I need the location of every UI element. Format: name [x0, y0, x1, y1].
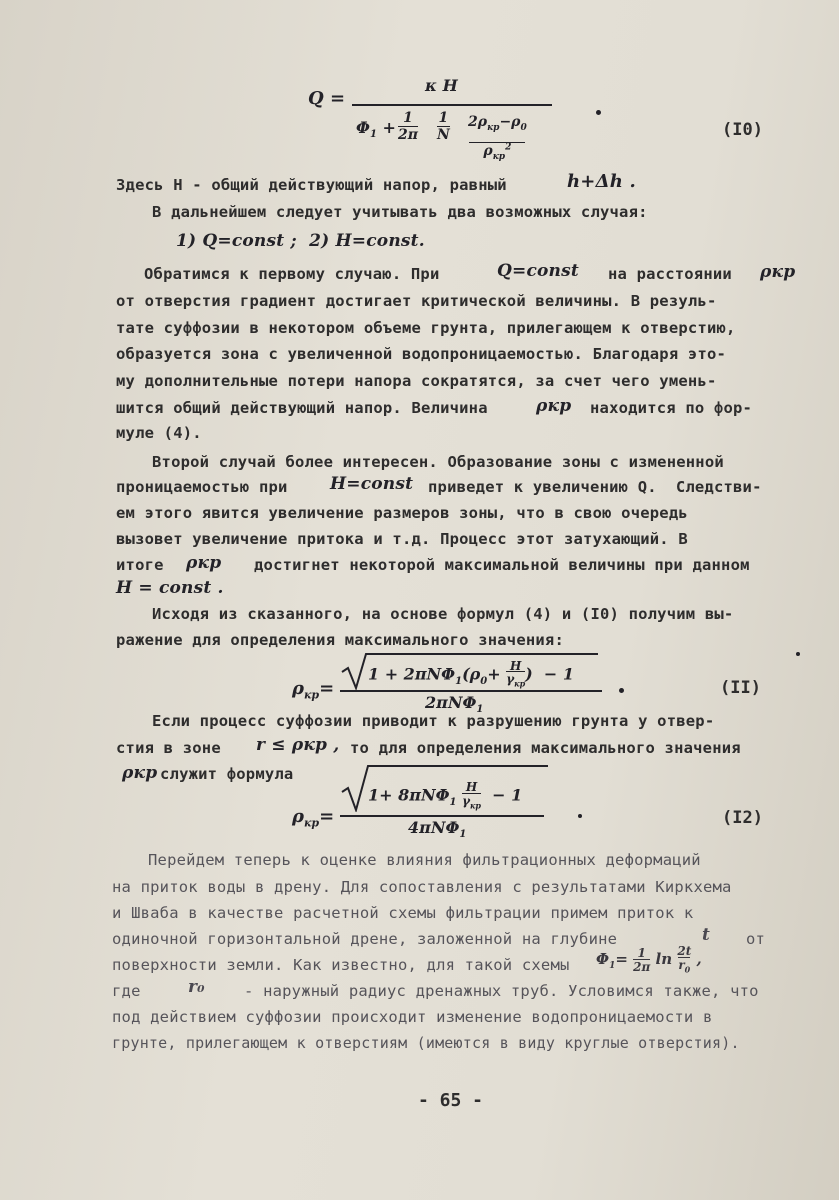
text-line: муле (4).	[116, 424, 202, 442]
text-line: Второй случай более интересен. Образование зоны с измененной	[152, 453, 724, 471]
formula-10-denominator: $\Phi_1$ +	[356, 118, 396, 141]
text-line: Перейдем теперь к оценке влияния фильтрационных деформаций	[148, 851, 701, 869]
text-line: тате суффозии в некотором объеме грунта, прилегающем к отверстию,	[116, 319, 736, 337]
text-line: достигнет некоторой максимальной величины при данном	[254, 556, 750, 574]
text-line: на приток воды в дрену. Для сопоставления с результатами Киркхема	[112, 878, 732, 896]
text-line: находится по фор-	[590, 399, 753, 417]
formula-10-number: (I0)	[722, 120, 763, 140]
math-inline: ρкр	[122, 763, 158, 783]
math-inline: h+Δh .	[567, 171, 636, 192]
text-line: Здесь Н - общий действующий напор, равный	[116, 176, 507, 194]
formula-12-numerator: 1+ 8πNΦ$_1$ H $\gamma_{кр} - 1$	[368, 780, 523, 811]
text-line: то для определения максимального значения	[350, 739, 741, 757]
math-inline: H=const	[330, 474, 414, 494]
text-line: Исходя из сказанного, на основе формул (4) и (I0) получим вы-	[152, 605, 734, 623]
text-line: Обратимся к первому случаю. При	[144, 265, 440, 283]
text-line: шится общий действующий напор. Величина	[116, 399, 488, 417]
text-line: от отверстия градиент достигает критической величины. В резуль-	[116, 292, 717, 310]
text-line: одиночной горизонтальной дрене, заложенной на глубине	[112, 930, 618, 948]
math-inline: ρкр	[760, 262, 796, 282]
math-inline: ρкр	[536, 396, 572, 416]
text-line: поверхности земли. Как известно, для такой схемы	[112, 956, 570, 974]
text-line: служит формула	[160, 765, 294, 783]
math-cases: 1) Q=const ; 2) H=const.	[176, 231, 425, 251]
text-line: от	[746, 930, 766, 948]
math-inline: r₀	[188, 977, 205, 997]
text-line: ем этого явится увеличение размеров зоны, что в свою очередь	[116, 504, 688, 522]
formula-12-denominator: 4πNΦ$_1$	[408, 818, 467, 841]
text-line: ражение для определения максимального значения:	[116, 631, 564, 649]
page-number: - 65 -	[418, 1090, 484, 1111]
math-inline: r ≤ ρкр ,	[256, 735, 340, 755]
text-line: под действием суффозии происходит изменение водопроницаемости в	[112, 1008, 713, 1026]
text-line: стия в зоне	[116, 739, 221, 757]
formula-12-number: (I2)	[722, 808, 763, 828]
text-line: итоге	[116, 556, 164, 574]
math-inline: H = const .	[116, 578, 224, 598]
math-inline: t	[702, 925, 711, 945]
formula-10-fraction-bar	[352, 104, 552, 106]
text-line: и Шваба в качестве расчетной схемы фильтрации примем приток к	[112, 904, 694, 922]
text-line: му дополнительные потери напора сократятся, за счет чего умень-	[116, 372, 717, 390]
document-page: Q = κ H $\Phi_1$ + 1 2π 1 N $2\rho_{кр}-\rho_0$ $\rho_{кр}^2$ (I0) Здесь Н - общий действующий напор, равный h+Δh . В дальнейшем следует учитывать два возможных случая: 1) Q=const ; 2) H=const. Обратимся к первому случаю. При Q=const на расстоянии ρкр от отверстия градиент достигает критической величины. В резуль- тате суффозии в некотором объеме грунта, прилегающем к отверстию, образуется зона с увеличенной водопроницаемостью. Благодаря это- му дополнительные потери напора сократятся, за счет чего умень- шится общий действующий напор. Величина ρкр находится по фор- муле (4). Второй случай более интересен. Образование зоны с измененной проницаемостью при H=const приведет к увеличению Q. Следстви- ем этого явится увеличение размеров зоны, что в свою очередь вызовет увеличение притока и т.д. Процесс этот затухающий. В итоге ρкр достигнет некоторой максимальной величины при данном H = const . Исходя из сказанного, на основе формул (4) и (I0) получим вы- ражение для определения максимального значения: $\rho_{кр}=$ $1 + 2\pi N\Phi_1(\rho_0+ H$ $\gamma_{кр}) - 1$ 2πNΦ$_1$ (II) Если процесс суффозии приводит к разрушению грунта у отвер- стия в зоне r ≤ ρкр , то для определения максимального значения ρкр служит формула $\rho_{кр}=$ 1+ 8πNΦ$_1$ H $\gamma_{кр} - 1$ 4πNΦ$_1$ (I2) Перейдем теперь к оценке влияния фильтрационных деформаций на приток воды в дрену. Для сопоставления с результатами Киркхема и Шваба в качестве расчетной схемы фильтрации примем приток к одиночной горизонтальной дрене, заложенной на глубине t от поверхности земли. Как известно, для такой схемы $\Phi_1= 1$ 2π ln 2t $r_0$ , где r₀ - наружный радиус дренажных труб. Условимся также, что под действием суффозии происходит изменение водопроницаемости в грунте, прилегающем к отверстиям (имеются в виду круглые отверстия). - 65 -	[0, 0, 839, 1200]
formula-11-lhs: $\rho_{кр}=$	[292, 678, 335, 702]
text-line: - наружный радиус дренажных труб. Условимся также, что	[244, 982, 759, 1000]
text-line: образуется зона с увеличенной водопроницаемостью. Благодаря это-	[116, 345, 727, 363]
formula-11-numerator: $1 + 2\pi N\Phi_1(\rho_0+ H$ $\gamma_{кр}) - 1$	[368, 659, 574, 689]
text-line: на расстоянии	[608, 265, 732, 283]
text-line: грунте, прилегающем к отверстиям (имеются в виду круглые отверстия).	[112, 1034, 740, 1052]
formula-12-lhs: $\rho_{кр}=$	[292, 806, 335, 830]
formula-10-numerator: κ H	[425, 76, 458, 95]
text-line: проницаемостью при	[116, 478, 288, 496]
text-line: Если процесс суффозии приводит к разрушению грунта у отвер-	[152, 712, 715, 730]
math-inline: $\Phi_1= 1$ 2π ln 2t $r_0$ ,	[596, 944, 702, 975]
text-line: В дальнейшем следует учитывать два возможных случая:	[152, 203, 648, 221]
text-line: приведет к увеличению Q. Следстви-	[428, 478, 762, 496]
formula-10-lhs: Q =	[308, 88, 346, 109]
text-line: где	[112, 982, 141, 1000]
formula-11-number: (II)	[720, 678, 761, 698]
math-inline: Q=const	[497, 261, 579, 281]
formula-11-denominator: 2πNΦ$_1$	[425, 693, 484, 716]
math-inline: ρкр	[186, 553, 222, 573]
text-line: вызовет увеличение притока и т.д. Процесс этот затухающий. В	[116, 530, 688, 548]
